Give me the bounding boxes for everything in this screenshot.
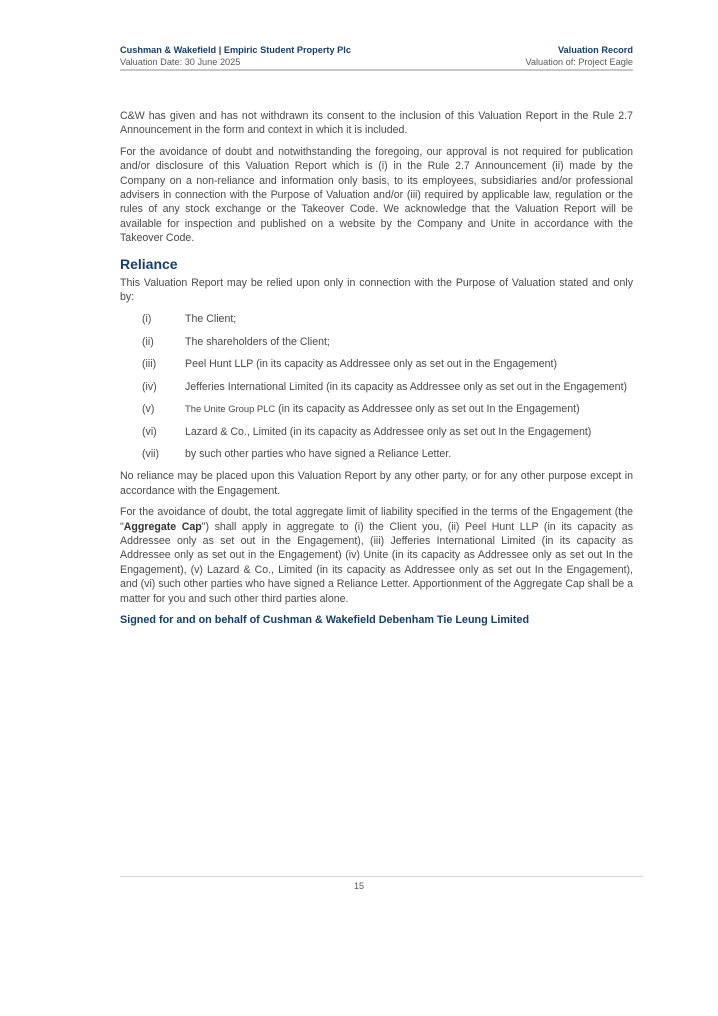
reliance-party-list [120, 312, 633, 461]
list-item-number: (i) [142, 313, 152, 326]
list-item [120, 335, 633, 349]
list-item-text-rest: (in its capacity as Addressee only as set out In the Engagement) [275, 403, 580, 416]
list-item-number: (ii) [142, 335, 154, 348]
list-item-company-name: The Unite Group PLC [185, 403, 276, 415]
list-item-number: (iv) [142, 380, 157, 393]
page-number: 15 [353, 881, 364, 891]
list-item-text: The shareholders of the Client; [185, 335, 330, 348]
list-item-text: The Client; [185, 313, 237, 326]
list-item-text: Jefferies International Limited (in its capacity as Addressee only as set out in the Engagement) [185, 380, 628, 393]
list-item [120, 447, 633, 461]
disclosure-paragraph: For the avoidance of doubt and notwithstanding the foregoing, our approval is not required for publication and/or disclosure of this Valuation Report which is (i) in the Rule 2.7 Announcement (ii) made by the Company on a non-reliance and information only basis, to its employees, subsidiaries and/or professional advisers in connection with the Purpose of Valuation and/or (iii) required by applicable law, regulation or the rules of any stock exchange or the Takeover Code. We acknowledge that the Valuation Report will be available for inspection and published on a website by the Company and Unite in accordance with the Takeover Code. [120, 145, 633, 245]
list-item-number: (v) [142, 403, 155, 416]
reliance-intro: This Valuation Report may be relied upon only in connection with the Purpose of Valuation stated and only by: [120, 276, 633, 304]
list-item-text [185, 402, 633, 416]
header-title-row [120, 45, 633, 57]
aggregate-cap-text-start: For the avoidance of doubt, the total aggregate limit of liability specified in the terms of the Engagement (the " [120, 506, 633, 533]
list-item [120, 380, 633, 394]
page-header [120, 45, 633, 71]
list-item [120, 425, 633, 439]
list-item-number: (vi) [142, 425, 157, 438]
aggregate-cap-text-end: ") shall apply in aggregate to (i) the Client you, (ii) Peel Hunt LLP (in its capacity as Addressee only as set out in the Engagement), (iii) Jefferies International Limited (in its capacity as Addressee only as set out in the Engagement) (iv) Unite (in its capacity as Addressee only as set out In the Engagement), (v) Lazard & Co., Limited (in its capacity as Addressee only as set out In the Engagement), and (vi) such other parties who have signed a Reliance Letter. Apportionment of the Aggregate Cap shall be a matter for you and such other third parties alone. [120, 520, 633, 605]
list-item-text: by such other parties who have signed a Reliance Letter. [185, 447, 452, 460]
document-body [120, 109, 633, 627]
list-item [120, 357, 633, 371]
header-valuation-date: Valuation Date: 30 June 2025 [120, 56, 241, 67]
signature-line: Signed for and on behalf of Cushman & Wakefield Debenham Tie Leung Limited [120, 613, 530, 626]
header-document-type: Valuation Record [557, 45, 633, 55]
reliance-heading: Reliance [120, 255, 178, 272]
header-valuation-of: Valuation of: Project Eagle [525, 56, 633, 67]
header-subtitle-row [120, 57, 633, 69]
consent-paragraph: C&W has given and has not withdrawn its consent to the inclusion of this Valuation Report in the Rule 2.7 Announcement in the form and context in which it is included. [120, 110, 633, 137]
list-item [120, 312, 633, 326]
no-reliance-paragraph: No reliance may be placed upon this Valuation Report by any other party, or for any other purpose except in accordance with the Engagement. [120, 470, 633, 497]
footer-divider [120, 876, 643, 877]
list-item [120, 402, 633, 416]
list-item-number: (iii) [142, 358, 157, 371]
list-item-text: Peel Hunt LLP (in its capacity as Addressee only as set out in the Engagement) [185, 358, 557, 371]
aggregate-cap-term: Aggregate Cap [123, 520, 202, 533]
list-item-text: Lazard & Co., Limited (in its capacity as Addressee only as set out In the Engagement) [185, 425, 592, 438]
aggregate-cap-paragraph [120, 505, 633, 606]
header-company-title: Cushman & Wakefield | Empiric Student Property Plc [120, 45, 351, 55]
list-item-number: (vii) [142, 447, 160, 460]
